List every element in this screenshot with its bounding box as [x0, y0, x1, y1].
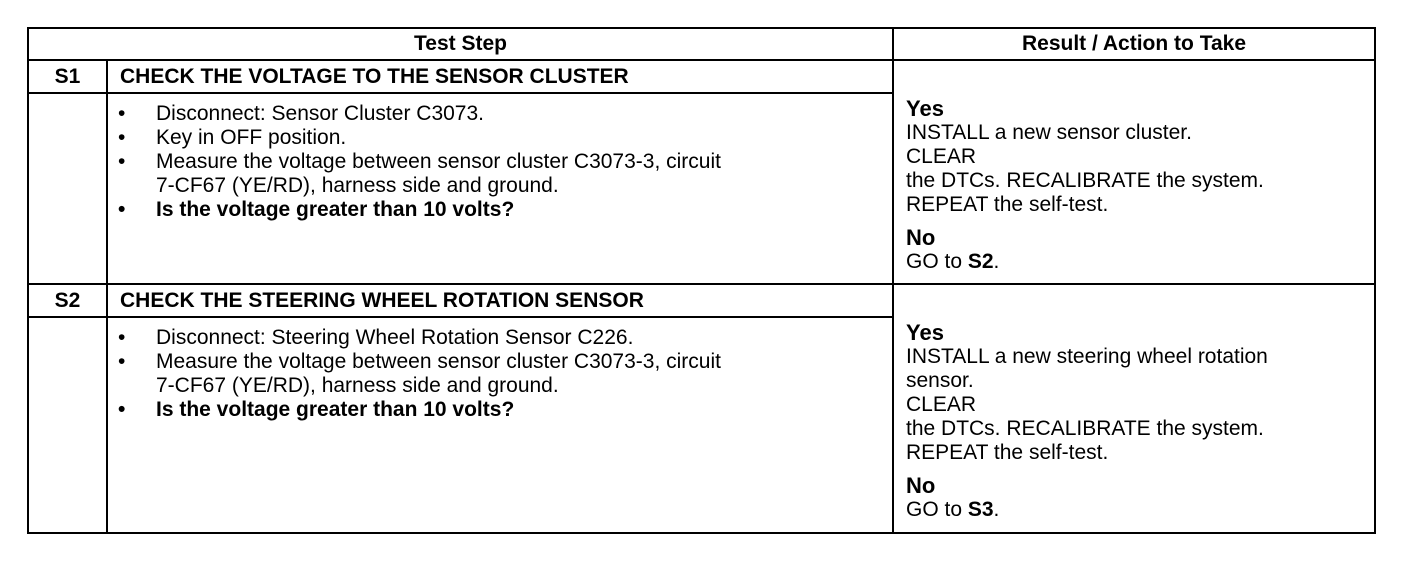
no-label: No — [906, 225, 936, 250]
step-title: CHECK THE VOLTAGE TO THE SENSOR CLUSTER — [107, 60, 893, 93]
no-action — [906, 250, 1364, 274]
step-s2-instructions — [107, 317, 893, 533]
step-id-blank — [28, 317, 107, 533]
no-action-suffix: . — [993, 250, 1000, 273]
step-id: S2 — [28, 284, 107, 317]
bullet-dot-icon: • — [118, 349, 126, 373]
result-line: REPEAT the self-test. — [906, 440, 1109, 464]
yes-label: Yes — [906, 96, 944, 121]
result-line: CLEAR — [906, 145, 977, 168]
step-s2-title-row — [28, 284, 1375, 317]
result-line: the DTCs. RECALIBRATE the system. — [906, 416, 1264, 440]
bullet-dot-icon: • — [118, 397, 126, 421]
result-line: REPEAT the self-test. — [906, 193, 1109, 216]
bullet-dot-icon: • — [118, 150, 126, 173]
goto-step-link: S3 — [967, 497, 994, 521]
test-step-header: Test Step — [28, 28, 893, 60]
diagnostic-procedure-table — [27, 27, 1376, 534]
yes-label: Yes — [906, 319, 944, 345]
instruction-item: • Disconnect: Steering Wheel Rotation Sensor C226. — [118, 325, 634, 349]
result-line: sensor. — [906, 368, 974, 392]
no-action-prefix: GO to — [906, 497, 968, 521]
step-id-blank — [28, 93, 107, 284]
bullet-dot-icon: • — [118, 198, 126, 221]
instruction-item: • Measure the voltage between sensor cluster C3073-3, circuit 7-CF67 (YE/RD), harness side and ground. — [118, 349, 721, 397]
bullet-dot-icon: • — [118, 325, 126, 349]
no-label: No — [906, 472, 936, 498]
instruction-item: • Key in OFF position. — [118, 126, 347, 149]
result-line: CLEAR — [906, 392, 977, 416]
bullet-dot-icon: • — [118, 126, 126, 149]
result-line: INSTALL a new steering wheel rotation — [906, 344, 1268, 368]
step-id: S1 — [28, 60, 107, 93]
instruction-question: • Is the voltage greater than 10 volts? — [118, 397, 515, 421]
bullet-dot-icon: • — [118, 102, 126, 125]
step-s1-result-cell — [893, 60, 1375, 284]
step-s1-instructions — [107, 93, 893, 284]
result-action-header: Result / Action to Take — [893, 28, 1375, 60]
goto-step-link: S2 — [967, 250, 994, 273]
step-s2-result-cell — [893, 284, 1375, 533]
no-action-prefix: GO to — [906, 250, 968, 273]
instruction-item: • Disconnect: Sensor Cluster C3073. — [118, 102, 484, 125]
no-action-suffix: . — [993, 497, 1000, 521]
step-s1-title-row — [28, 60, 1375, 93]
result-line: INSTALL a new sensor cluster. — [906, 121, 1192, 144]
step-title: CHECK THE STEERING WHEEL ROTATION SENSOR — [107, 284, 893, 317]
header-row — [28, 28, 1375, 60]
instruction-question: • Is the voltage greater than 10 volts? — [118, 198, 515, 221]
result-line: the DTCs. RECALIBRATE the system. — [906, 169, 1264, 192]
instruction-item: • Measure the voltage between sensor cluster C3073-3, circuit 7-CF67 (YE/RD), harness side and ground. — [118, 150, 721, 197]
no-action — [906, 498, 1364, 522]
